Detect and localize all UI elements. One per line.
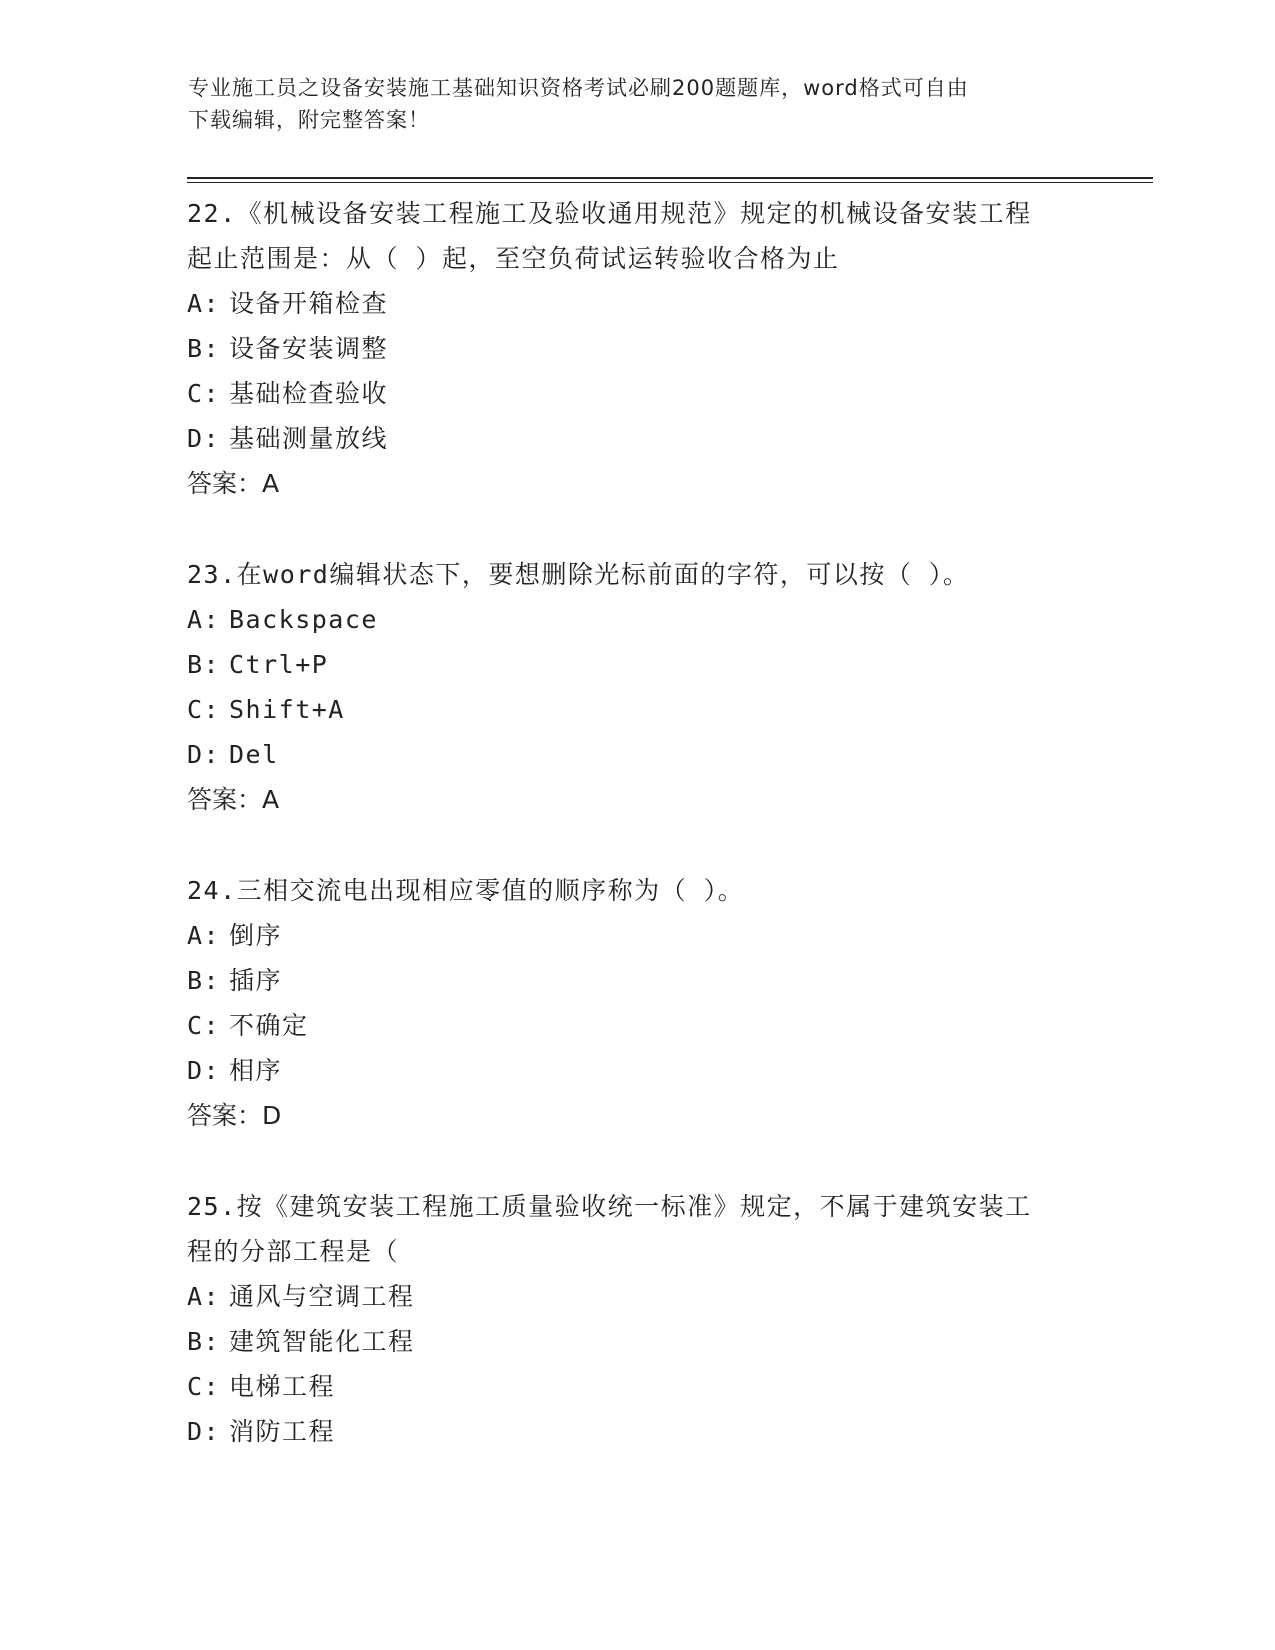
question-stem: 25.按《建筑安装工程施工质量验收统一标准》规定，不属于建筑安装工程的分部工程是（ <box>187 1192 1032 1266</box>
answer-line: 答案：D <box>187 1101 282 1130</box>
option-a <box>187 281 1087 326</box>
question-23 <box>187 552 1087 822</box>
option-text: 建筑智能化工程 <box>229 1327 415 1356</box>
question-stem: 22.《机械设备安装工程施工及验收通用规范》规定的机械设备安装工程起止范围是：从（ ）起，至空负荷试运转验收合格为止 <box>187 199 1032 273</box>
option-letter: A: <box>187 605 221 634</box>
option-text: 通风与空调工程 <box>229 1282 415 1311</box>
option-letter: D: <box>187 424 221 453</box>
option-text: 基础测量放线 <box>229 424 389 453</box>
question-24 <box>187 868 1087 1138</box>
option-letter: D: <box>187 740 221 769</box>
option-b <box>187 1319 1087 1364</box>
option-letter: A: <box>187 1282 221 1311</box>
question-22 <box>187 191 1087 506</box>
header-line-2: 下载编辑，附完整答案！ <box>188 108 430 132</box>
option-text: 基础检查验收 <box>229 379 389 408</box>
option-letter: D: <box>187 1056 221 1085</box>
option-letter: A: <box>187 289 221 318</box>
option-c <box>187 1364 1087 1409</box>
option-text: Ctrl+P <box>229 650 329 679</box>
option-letter: B: <box>187 966 221 995</box>
option-text: 设备开箱检查 <box>229 289 389 318</box>
option-letter: C: <box>187 1011 221 1040</box>
option-text: 电梯工程 <box>229 1372 336 1401</box>
option-b <box>187 642 1087 687</box>
option-letter: C: <box>187 695 221 724</box>
option-d <box>187 732 1087 777</box>
question-stem: 24.三相交流电出现相应零值的顺序称为（ ）。 <box>187 876 745 905</box>
document-header <box>188 72 1068 136</box>
option-b <box>187 326 1087 371</box>
option-c <box>187 371 1087 416</box>
option-b <box>187 958 1087 1003</box>
option-letter: A: <box>187 921 221 950</box>
option-a <box>187 597 1087 642</box>
option-text: 消防工程 <box>229 1417 336 1446</box>
header-divider-thick <box>187 177 1153 179</box>
option-text: 设备安装调整 <box>229 334 389 363</box>
option-text: Backspace <box>229 605 378 634</box>
option-text: Shift+A <box>229 695 345 724</box>
header-divider-thin <box>187 182 1153 183</box>
option-a <box>187 913 1087 958</box>
option-d <box>187 1409 1087 1454</box>
answer-line: 答案：A <box>187 785 280 814</box>
option-d <box>187 416 1087 461</box>
option-text: 插序 <box>229 966 283 995</box>
option-d <box>187 1048 1087 1093</box>
option-letter: D: <box>187 1417 221 1446</box>
answer-line: 答案：A <box>187 469 280 498</box>
option-text: 相序 <box>229 1056 283 1085</box>
option-text: 不确定 <box>229 1011 309 1040</box>
option-a <box>187 1274 1087 1319</box>
option-text: Del <box>229 740 279 769</box>
option-c <box>187 1003 1087 1048</box>
question-stem: 23.在word编辑状态下，要想删除光标前面的字符，可以按（ ）。 <box>187 560 970 589</box>
question-list <box>187 191 1087 1454</box>
option-c <box>187 687 1087 732</box>
option-letter: B: <box>187 1327 221 1356</box>
header-line-1: 专业施工员之设备安装施工基础知识资格考试必刷200题题库，word格式可自由 <box>188 76 969 100</box>
option-letter: B: <box>187 650 221 679</box>
option-text: 倒序 <box>229 921 283 950</box>
option-letter: C: <box>187 1372 221 1401</box>
option-letter: B: <box>187 334 221 363</box>
question-25 <box>187 1184 1087 1454</box>
option-letter: C: <box>187 379 221 408</box>
